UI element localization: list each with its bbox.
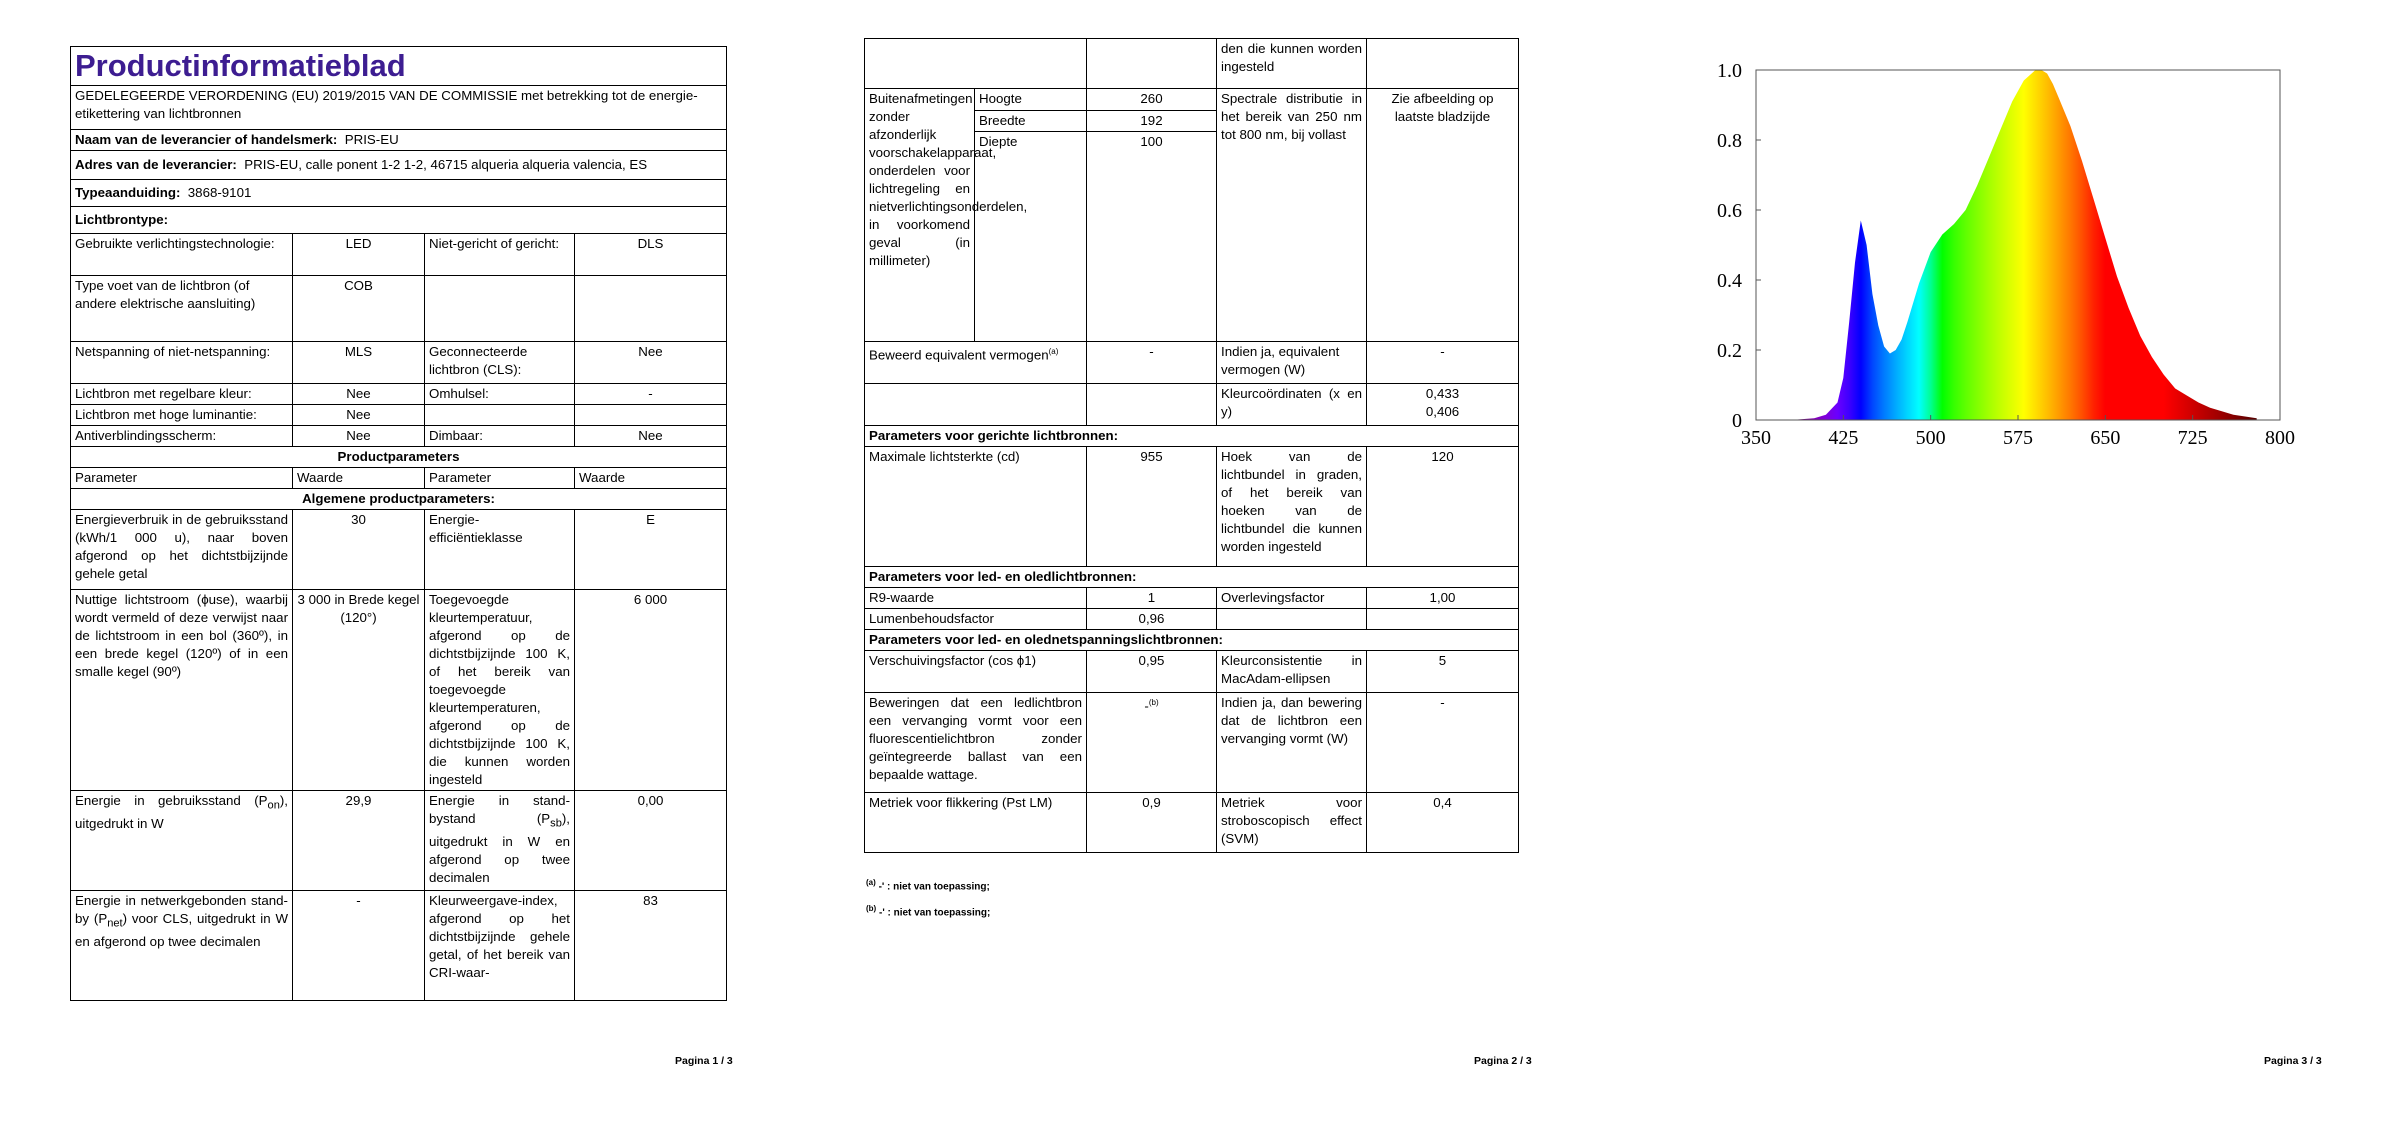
general-params-heading: Algemene productparameters:: [71, 489, 727, 510]
col-header-value: Waarde: [575, 468, 727, 489]
glare-label: Antiverblindingsscherm:: [71, 426, 293, 447]
energy-value: 30: [293, 510, 425, 590]
dimmable-label: Dimbaar:: [425, 426, 575, 447]
equivalent-power-label: [865, 342, 1087, 384]
pnet-value: -: [293, 891, 425, 1001]
pon-label: [71, 791, 293, 891]
mains-value: MLS: [293, 342, 425, 384]
footnote-a-mark: (a): [866, 878, 876, 887]
pon-label-text: Energie in gebruiksstand (P: [75, 793, 268, 808]
flicker-value: 0,9: [1087, 793, 1217, 853]
tech-value: LED: [293, 234, 425, 276]
spectrum-area: [1791, 70, 2257, 420]
macadam-label: Kleurconsistentie in MacAdam-ellipsen: [1217, 651, 1367, 693]
equivalent-power-text: Beweerd equivalent vermogen: [869, 347, 1049, 363]
envelope-value: -: [575, 384, 727, 405]
lightsource-type-heading: Lichtbrontype:: [71, 207, 727, 234]
address-label: Adres van de leverancier:: [75, 157, 237, 172]
cap-value: COB: [293, 276, 425, 342]
chromaticity-label: Kleurcoördinaten (x en y): [1217, 384, 1367, 426]
cri-label: Kleurweergave-index, afgerond op het dichtstbijzijnde gehele getal, of het bereik van CRI-waar-: [425, 891, 575, 1001]
flux-value: 3 000 in Brede kegel (120°): [293, 590, 425, 791]
spectral-value: Zie afbeelding op laatste bladzijde: [1367, 89, 1519, 342]
replacement-value: [1087, 693, 1217, 793]
psb-label-text: ), uitgedrukt in W en afgerond op twee decimalen: [429, 811, 570, 885]
footnote-marker: (a): [1048, 347, 1059, 356]
intensity-label: Maximale lichtsterkte (cd): [865, 447, 1087, 567]
x-tick-label: 350: [1741, 427, 1771, 449]
highlum-value: Nee: [293, 405, 425, 426]
empty-cell: [1367, 39, 1519, 89]
class-label: Energie-efficiëntieklasse: [425, 510, 575, 590]
beam-angle-label: Hoek van de lichtbundel in graden, of het bereik van hoeken van de lichtbundel die kunnen worden ingesteld: [1217, 447, 1367, 567]
colour-value: Nee: [293, 384, 425, 405]
supplier-label: Naam van de leverancier of handelsmerk:: [75, 132, 338, 147]
psb-label-text: Energie in stand-bystand (P: [429, 793, 570, 826]
psb-label: [425, 791, 575, 891]
height-label: Hoogte: [975, 89, 1087, 111]
y-tick-label: 0.2: [1717, 340, 1742, 362]
pnet-label-text: Energie in netwerkgebonden stand-by (P: [75, 893, 288, 926]
y-tick-label: 1.0: [1717, 60, 1742, 82]
connected-value: Nee: [575, 342, 727, 384]
page-2: [794, 0, 1588, 1123]
footnote-a-text: -' : niet van toepassing;: [878, 881, 990, 893]
class-value: E: [575, 510, 727, 590]
replacement-watt-label: Indien ja, dan bewering dat de lichtbron een vervanging vormt (W): [1217, 693, 1367, 793]
equivalent-watt-label: Indien ja, equivalent vermogen (W): [1217, 342, 1367, 384]
footnote-b: [866, 898, 990, 924]
empty-cell: [425, 405, 575, 426]
glare-value: Nee: [293, 426, 425, 447]
regulation-text: GEDELEGEERDE VERORDENING (EU) 2019/2015 VAN DE COMMISSIE met betrekking tot de energie-etikettering van lichtbronnen: [71, 86, 727, 130]
shift-factor-label: Verschuivingsfactor (cos ϕ1): [865, 651, 1087, 693]
footnote-a: [866, 872, 990, 898]
depth-label: Diepte: [975, 132, 1087, 342]
empty-cell: [425, 276, 575, 342]
page-1: [0, 0, 794, 1123]
directional-label: Niet-gericht of gericht:: [425, 234, 575, 276]
tech-label: Gebruikte verlichtingstechnologie:: [71, 234, 293, 276]
width-value: 192: [1087, 110, 1217, 132]
energy-label: Energieverbruik in de gebruiksstand (kWh/1 000 u), naar boven afgerond op het dichtstbijzijnde gehele getal: [71, 510, 293, 590]
directional-heading: Parameters voor gerichte lichtbronnen:: [865, 426, 1519, 447]
y-tick-label: 0.4: [1717, 270, 1742, 292]
page-title: Productinformatieblad: [71, 47, 727, 86]
address-value: PRIS-EU, calle ponent 1-2 1-2, 46715 alqueria alqueria valencia, ES: [244, 157, 648, 172]
x-tick-label: 800: [2265, 427, 2295, 449]
led-heading: Parameters voor led- en oledlichtbronnen:: [865, 567, 1519, 588]
y-tick-label: 0: [1732, 410, 1742, 432]
psb-sub: sb: [550, 817, 562, 830]
x-tick-label: 575: [2003, 427, 2033, 449]
chromaticity-x: 0,433: [1425, 386, 1460, 401]
type-row: [71, 180, 727, 207]
depth-value: 100: [1087, 132, 1217, 342]
cap-label: Type voet van de lichtbron (of andere elektrische aansluiting): [71, 276, 293, 342]
pnet-label: [71, 891, 293, 1001]
empty-cell: [865, 384, 1087, 426]
footnote-b-mark: (b): [866, 904, 877, 914]
mains-label: Netspanning of niet-netspanning:: [71, 342, 293, 384]
product-info-table-continued: [864, 38, 1519, 853]
survival-value: 1,00: [1367, 588, 1519, 609]
flicker-label: Metriek voor flikkering (Pst LM): [865, 793, 1087, 853]
pon-label-text: ), uitgedrukt in W: [75, 793, 288, 831]
width-label: Breedte: [975, 110, 1087, 132]
supplier-row: [71, 130, 727, 151]
type-value: 3868-9101: [187, 185, 252, 200]
x-tick-label: 500: [1915, 427, 1946, 449]
y-tick-label: 0.6: [1717, 200, 1742, 222]
outer-dimensions-label: Buitenafmetingen zonder afzonderlijk voorschakelapparaat, onderdelen voor lichtregeling en nietverlichtingsonderdelen, in voorkomend geval (in millimeter): [865, 89, 975, 342]
continued-label: den die kunnen worden ingesteld: [1217, 39, 1367, 89]
dimmable-value: Nee: [575, 426, 727, 447]
footnote-b-text: -' : niet van toepassing;: [879, 907, 991, 919]
empty-cell: [1087, 384, 1217, 426]
page-3: [1588, 0, 2382, 1123]
spectral-distribution-chart: [1670, 48, 2310, 468]
cct-value: 6 000: [575, 590, 727, 791]
pnet-sub: net: [107, 917, 123, 930]
r9-label: R9-waarde: [865, 588, 1087, 609]
colour-label: Lichtbron met regelbare kleur:: [71, 384, 293, 405]
pon-sub: on: [267, 799, 280, 812]
address-row: [71, 151, 727, 180]
intensity-value: 955: [1087, 447, 1217, 567]
connected-label: Geconnecteerde lichtbron (CLS):: [425, 342, 575, 384]
shift-factor-value: 0,95: [1087, 651, 1217, 693]
spectral-label: Spectrale distributie in het bereik van 250 nm tot 800 nm, bij vollast: [1217, 89, 1367, 342]
empty-cell: [1087, 39, 1217, 89]
y-tick-label: 0.8: [1717, 130, 1742, 152]
svm-value: 0,4: [1367, 793, 1519, 853]
x-tick-label: 425: [1828, 427, 1859, 449]
page-1-table-clip: [70, 46, 728, 1022]
cct-label: Toegevoegde kleurtemperatuur, afgerond op de dichtstbijzijnde 100 K, of het bereik van toegevoegde kleurtemperaturen, afgerond op de dichtstbijzijnde 100 K, die kunnen worden ingesteld: [425, 590, 575, 791]
mains-led-heading: Parameters voor led- en olednetspanningslichtbronnen:: [865, 630, 1519, 651]
page-number: Pagina 2 / 3: [1474, 1055, 1532, 1067]
svm-label: Metriek voor stroboscopisch effect (SVM): [1217, 793, 1367, 853]
footnote-marker: (b): [1148, 698, 1159, 707]
pnet-label-text: ) voor CLS, uitgedrukt in W en afgerond op twee decimalen: [75, 911, 288, 949]
height-value: 260: [1087, 89, 1217, 111]
product-params-heading: Productparameters: [71, 447, 727, 468]
beam-angle-value: 120: [1367, 447, 1519, 567]
r9-value: 1: [1087, 588, 1217, 609]
page-2-table-clip: [864, 41, 1520, 864]
x-tick-label: 725: [2177, 427, 2208, 449]
empty-cell: [865, 39, 1087, 89]
lumen-label: Lumenbehoudsfactor: [865, 609, 1087, 630]
empty-cell: [1217, 609, 1367, 630]
empty-cell: [575, 405, 727, 426]
replacement-watt-value: -: [1367, 693, 1519, 793]
directional-value: DLS: [575, 234, 727, 276]
lumen-value: 0,96: [1087, 609, 1217, 630]
chromaticity-y: 0,406: [1425, 404, 1460, 419]
product-info-table: [70, 46, 727, 1001]
empty-cell: [1367, 609, 1519, 630]
chromaticity-value: [1367, 384, 1519, 426]
empty-cell: [575, 276, 727, 342]
supplier-value: PRIS-EU: [344, 132, 399, 147]
macadam-value: 5: [1367, 651, 1519, 693]
flux-label: Nuttige lichtstroom (ϕuse), waarbij wordt vermeld of deze verwijst naar de lichtstroom in een bol (360º), in een brede kegel (120º) of in een smalle kegel (90º): [71, 590, 293, 791]
replacement-label: Beweringen dat een ledlichtbron een vervanging vormt voor een fluorescentielichtbron zonder geïntegreerde ballast van een bepaalde wattage.: [865, 693, 1087, 793]
col-header-param: Parameter: [425, 468, 575, 489]
cri-value: 83: [575, 891, 727, 1001]
envelope-label: Omhulsel:: [425, 384, 575, 405]
pon-value: 29,9: [293, 791, 425, 891]
footnotes: [866, 872, 990, 925]
equivalent-watt-value: -: [1367, 342, 1519, 384]
page-number: Pagina 1 / 3: [675, 1055, 733, 1067]
page-number: Pagina 3 / 3: [2264, 1055, 2322, 1067]
col-header-param: Parameter: [71, 468, 293, 489]
equivalent-power-value: -: [1087, 342, 1217, 384]
col-header-value: Waarde: [293, 468, 425, 489]
replacement-value-text: -: [1144, 698, 1149, 714]
type-label: Typeaanduiding:: [75, 185, 181, 200]
psb-value: 0,00: [575, 791, 727, 891]
highlum-label: Lichtbron met hoge luminantie:: [71, 405, 293, 426]
survival-label: Overlevingsfactor: [1217, 588, 1367, 609]
x-tick-label: 650: [2090, 427, 2121, 449]
